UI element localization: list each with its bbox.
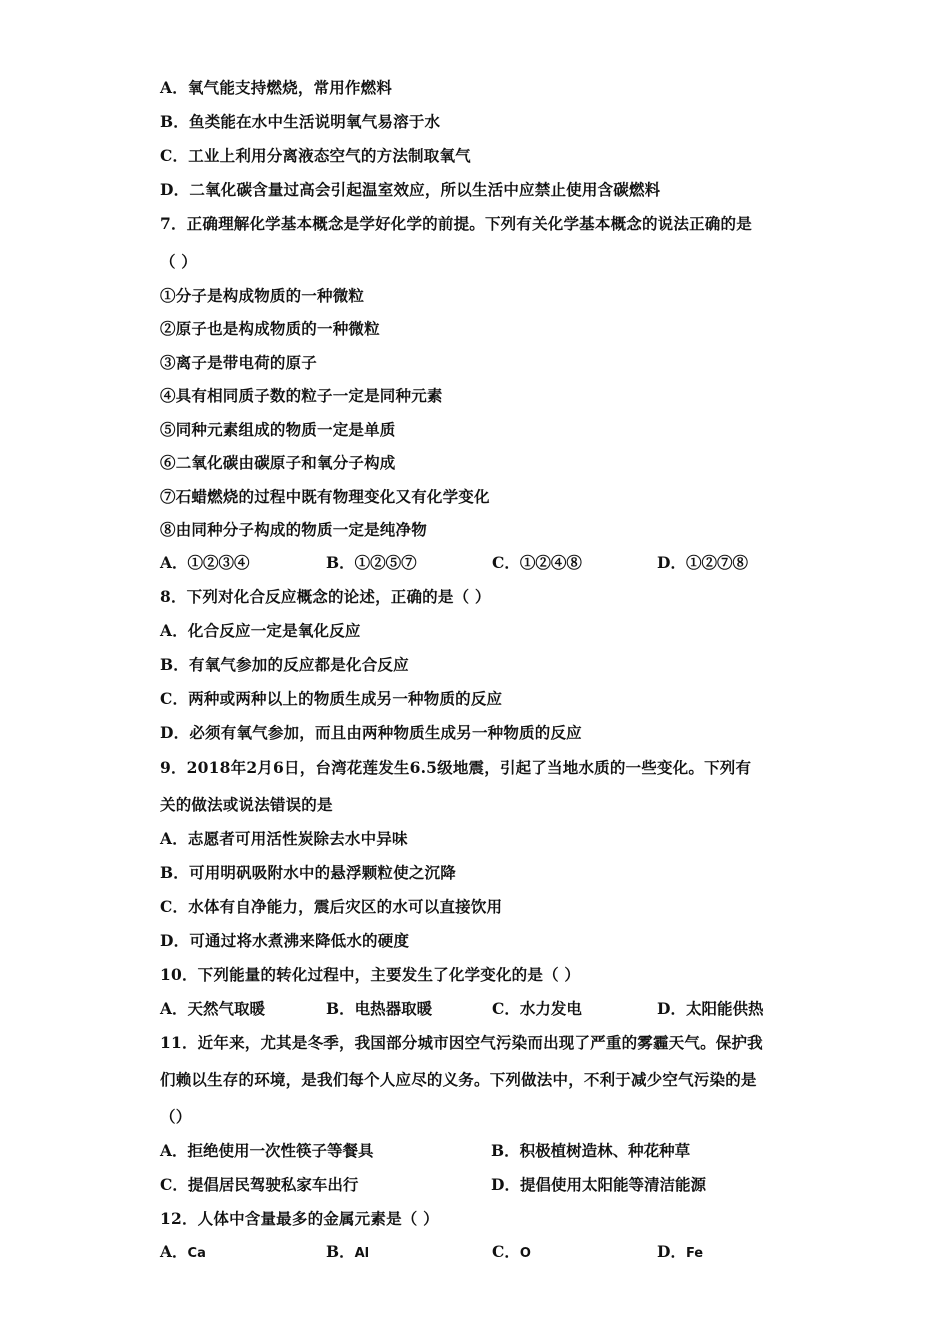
q9-option-d: D．可通过将水煮沸来降低水的硬度 (160, 931, 410, 950)
q8-option-a: A．化合反应一定是氧化反应 (160, 621, 361, 640)
q12-option-b (326, 1242, 369, 1264)
q12-option-d (657, 1242, 703, 1264)
q9-option-b: B．可用明矾吸附水中的悬浮颗粒使之沉降 (160, 863, 456, 882)
q7-statement-5: ⑤同种元素组成的物质一定是单质 (160, 420, 396, 439)
q12-option-a-value: Ca (187, 1246, 206, 1261)
q7-statement-4: ④具有相同质子数的粒子一定是同种元素 (160, 386, 443, 405)
q10-option-d: D．太阳能供热 (657, 999, 764, 1018)
q12-option-c-label: C． (492, 1242, 520, 1261)
q7-statement-3: ③离子是带电荷的原子 (160, 353, 318, 372)
q7-option-b: B．①②⑤⑦ (326, 553, 417, 572)
q7-statement-6: ⑥二氧化碳由碳原子和氧分子构成 (160, 453, 396, 472)
q11-stem-line1: 11．近年来，尤其是冬季，我国部分城市因空气污染而出现了严重的雾霾天气。保护我 (160, 1033, 763, 1052)
q12-option-a (160, 1242, 206, 1264)
q11-option-b: B．积极植树造林、种花种草 (491, 1141, 691, 1160)
q6-option-a: A．氧气能支持燃烧，常用作燃料 (160, 78, 393, 97)
q10-options (160, 999, 840, 1019)
q7-options (160, 553, 840, 573)
q6-option-b: B．鱼类能在水中生活说明氧气易溶于水 (160, 112, 441, 131)
q12-option-b-label: B． (326, 1242, 355, 1261)
q8-option-c: C．两种或两种以上的物质生成另一种物质的反应 (160, 689, 503, 708)
q7-statement-8: ⑧由同种分子构成的物质一定是纯净物 (160, 520, 427, 539)
q10-option-c: C．水力发电 (492, 999, 582, 1018)
q9-option-a: A．志愿者可用活性炭除去水中异味 (160, 829, 408, 848)
q6-option-d: D．二氧化碳含量过高会引起温室效应，所以生活中应禁止使用含碳燃料 (160, 180, 661, 199)
q7-option-a: A．①②③④ (160, 553, 250, 572)
q7-option-d: D．①②⑦⑧ (657, 553, 748, 572)
q12-options (160, 1242, 840, 1262)
q9-stem-line2: 关的做法或说法错误的是 (160, 795, 333, 814)
q11-option-a: A．拒绝使用一次性筷子等餐具 (160, 1141, 374, 1160)
q12-option-c-value: O (519, 1246, 531, 1261)
q7-statement-7: ⑦石蜡燃烧的过程中既有物理变化又有化学变化 (160, 487, 490, 506)
q11-stem-line2: 们赖以生存的环境，是我们每个人应尽的义务。下列做法中，不利于减少空气污染的是 (160, 1070, 757, 1089)
q12-stem: 12．人体中含量最多的金属元素是（ ） (160, 1209, 439, 1228)
q7-stem-line2: （ ） (160, 252, 197, 271)
q7-option-c: C．①②④⑧ (492, 553, 582, 572)
q10-stem: 10．下列能量的转化过程中，主要发生了化学变化的是（ ） (160, 965, 581, 984)
q11-options-row1 (160, 1141, 840, 1161)
q12-option-d-label: D． (657, 1242, 686, 1261)
q12-option-c (492, 1242, 531, 1264)
q11-options-row2 (160, 1175, 840, 1195)
q9-stem-line1: 9．2018年2月6日，台湾花莲发生6.5级地震，引起了当地水质的一些变化。下列有 (160, 758, 752, 777)
q11-option-c: C．提倡居民驾驶私家车出行 (160, 1175, 359, 1194)
q11-stem-line3: （） (160, 1107, 192, 1126)
q7-statement-1: ①分子是构成物质的一种微粒 (160, 286, 365, 305)
q7-statement-2: ②原子也是构成物质的一种微粒 (160, 319, 380, 338)
q9-option-c: C．水体有自净能力，震后灾区的水可以直接饮用 (160, 897, 503, 916)
q11-option-d: D．提倡使用太阳能等清洁能源 (491, 1175, 706, 1194)
q8-stem: 8．下列对化合反应概念的论述，正确的是（ ） (160, 587, 491, 606)
q12-option-d-value: Fe (685, 1246, 704, 1261)
q12-option-a-label: A． (160, 1242, 188, 1261)
q8-option-d: D．必须有氧气参加，而且由两种物质生成另一种物质的反应 (160, 723, 582, 742)
q6-option-c: C．工业上利用分离液态空气的方法制取氧气 (160, 146, 471, 165)
q12-option-b-value: Al (354, 1246, 370, 1261)
q8-option-b: B．有氧气参加的反应都是化合反应 (160, 655, 409, 674)
q10-option-a: A．天然气取暖 (160, 999, 266, 1018)
q7-stem-line1: 7．正确理解化学基本概念是学好化学的前提。下列有关化学基本概念的说法正确的是 (160, 214, 752, 233)
q10-option-b: B．电热器取暖 (326, 999, 433, 1018)
